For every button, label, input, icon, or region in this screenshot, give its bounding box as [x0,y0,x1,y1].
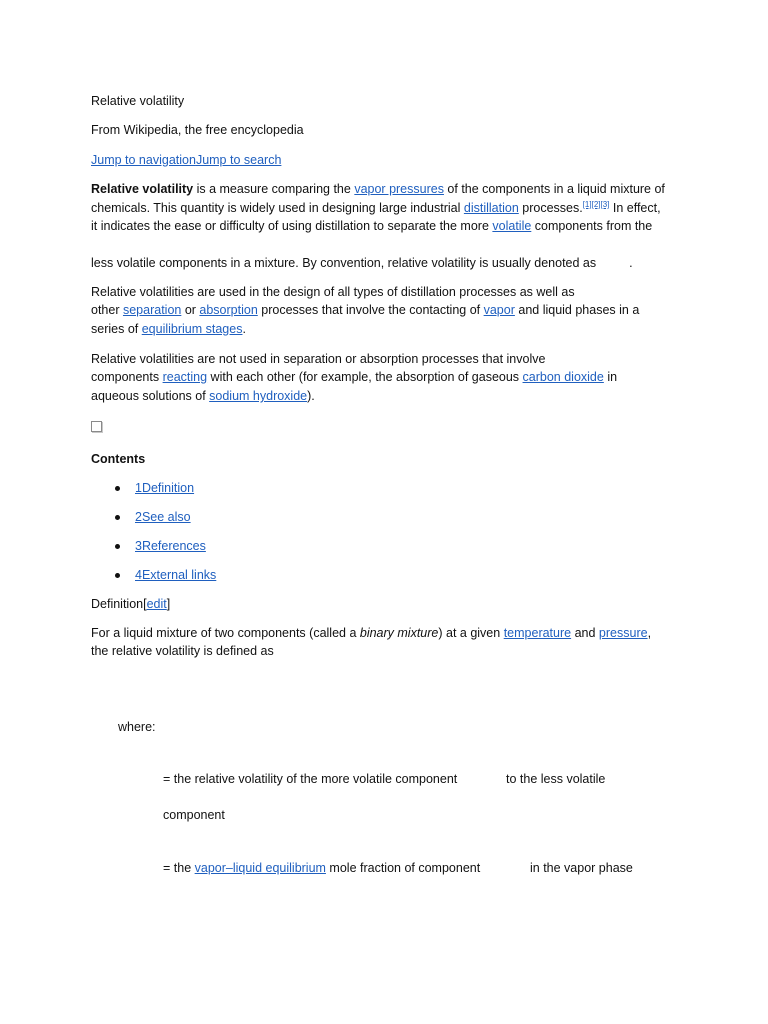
def1-text-c: component [163,808,225,822]
reacting-link[interactable]: reacting [162,370,208,384]
absorption-link[interactable]: absorption [199,303,258,317]
para2-line-3: series of equilibrium stages. [91,322,246,336]
carbon-dioxide-link[interactable]: carbon dioxide [522,370,604,384]
edit-section-link[interactable]: edit [146,597,167,611]
def1-text-b: to the less volatile [506,772,606,786]
intro-line-1: Relative volatility is a measure comparing the vapor pressures of the components in a liquid mixture of [91,182,665,196]
toc-link-see-also[interactable]: 2See also [135,510,191,524]
para3-line-1: Relative volatilities are not used in separation or absorption processes that involve [91,352,546,366]
intro-line-4: less volatile components in a mixture. By convention, relative volatility is usually denoted as . [91,256,633,270]
def1-text: = the relative volatility of the more volatile component [163,772,458,786]
para3-line-2: components reacting with each other (for example, the absorption of gaseous carbon dioxide in [91,370,618,384]
toc-item [91,566,216,584]
equilibrium-stages-link[interactable]: equilibrium stages [141,322,243,336]
para2-line-1: Relative volatilities are used in the design of all types of distillation processes as well as [91,285,575,299]
intro-term: Relative volatility [91,182,194,196]
vapor-liquid-equilibrium-link[interactable]: vapor–liquid equilibrium [194,861,326,875]
bullet-icon [115,486,120,491]
bullet-icon [115,544,120,549]
jump-to-navigation-link[interactable]: Jump to navigation [91,153,196,167]
contents-heading: Contents [91,452,146,466]
def2-text-c: in the vapor phase [530,861,633,875]
bullet-icon [115,573,120,578]
intro-line-3: it indicates the ease or difficulty of using distillation to separate the more volatile components from the [91,219,653,233]
bullet-icon [115,515,120,520]
definition-line-2: the relative volatility is defined as [91,644,274,658]
para3-line-3: aqueous solutions of sodium hydroxide). [91,389,315,403]
page-title: Relative volatility [91,94,185,108]
page-subtitle: From Wikipedia, the free encyclopedia [91,123,304,137]
toc-item [91,508,191,526]
def2-text: = the vapor–liquid equilibrium mole fraction of component [163,861,481,875]
vapor-link[interactable]: vapor [483,303,515,317]
temperature-link[interactable]: temperature [503,626,572,640]
jump-to-search-link[interactable]: Jump to search [195,153,282,167]
toc-item [91,479,194,497]
toc-toggle-checkbox[interactable] [91,421,102,432]
jump-links [91,151,281,169]
volatile-link[interactable]: volatile [492,219,532,233]
toc-link-definition[interactable]: 1Definition [135,481,195,495]
toc-item [91,537,206,555]
distillation-link[interactable]: distillation [463,201,519,215]
separation-link[interactable]: separation [122,303,182,317]
where-label: where: [118,720,156,734]
vapor-pressures-link[interactable]: vapor pressures [354,182,444,196]
toc-link-external-links[interactable]: 4External links [135,568,217,582]
intro-line-2: chemicals. This quantity is widely used in designing large industrial distillation processes.[1][2][3] In effect, [91,199,661,215]
pressure-link[interactable]: pressure [598,626,648,640]
sodium-hydroxide-link[interactable]: sodium hydroxide [209,389,308,403]
definition-line-1: For a liquid mixture of two components (called a binary mixture) at a given temperature and pressure, [91,626,652,640]
definition-heading: Definition[edit] [91,597,171,611]
toc-link-references[interactable]: 3References [135,539,206,553]
para2-line-2: other separation or absorption processes that involve the contacting of vapor and liquid phases in a [91,303,640,317]
reference-links[interactable]: [1][2][3] [582,199,610,209]
